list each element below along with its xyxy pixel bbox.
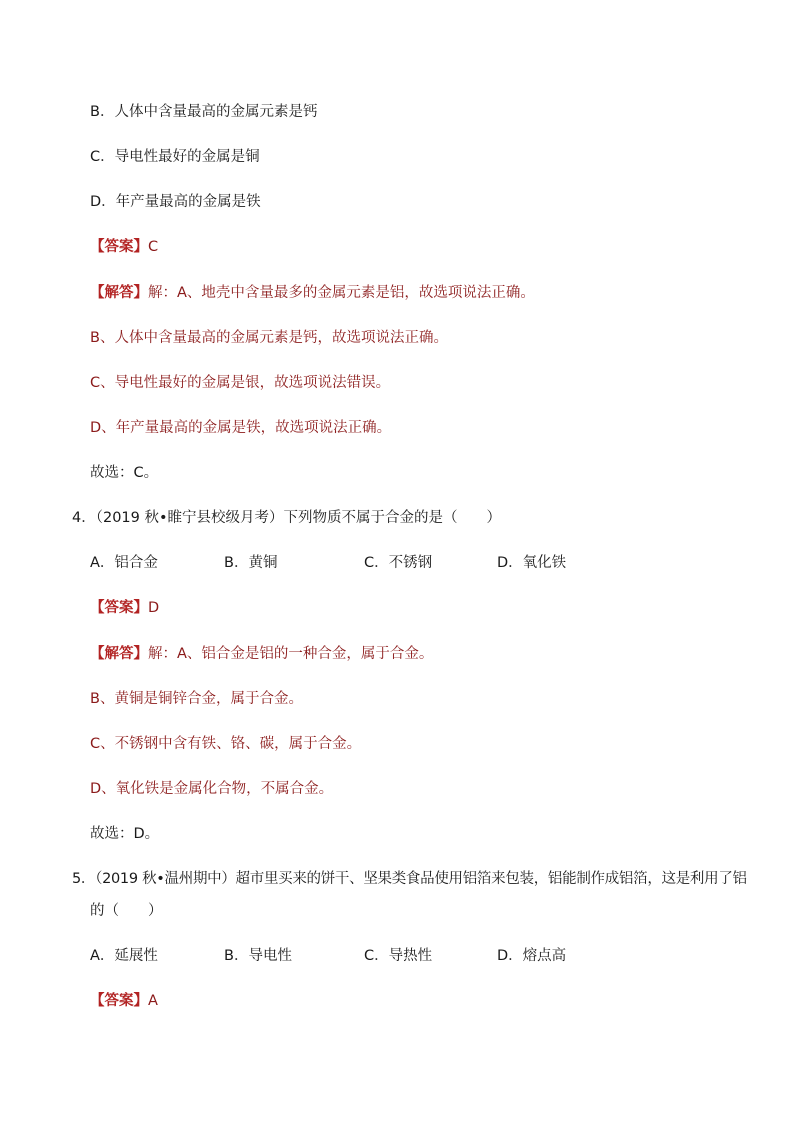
q4-answer (90, 598, 159, 618)
q5-option-a: A．延展性 (90, 948, 158, 964)
q3-analysis-line-4: D、年产量最高的金属是铁，故选项说法正确。 (90, 420, 392, 436)
q5-option-b: B．导电性 (224, 948, 292, 964)
answer-value: C (148, 239, 159, 255)
answer-tag: 【答案】 (90, 993, 148, 1009)
q4-analysis-line-1 (90, 644, 433, 664)
q5-stem-line-2: 的（ ） (90, 903, 163, 919)
q4-conclusion: 故选：D。 (90, 826, 160, 842)
q5-answer (90, 991, 158, 1011)
q3-analysis-line-1 (90, 283, 535, 303)
analysis-text: 解：A、铝合金是铝的一种合金，属于合金。 (148, 646, 434, 662)
q4-option-a: A．铝合金 (90, 555, 158, 571)
q4-option-b: B．黄铜 (224, 555, 278, 571)
answer-tag: 【答案】 (90, 600, 148, 616)
q3-option-d: D．年产量最高的金属是铁 (90, 194, 261, 210)
q5-stem-line-1: 5．（2019 秋•温州期中）超市里买来的饼干、坚果类食品使用铝箔来包装，铝能制作成铝箔，这是利用了铝 (72, 871, 747, 887)
q4-option-d: D．氧化铁 (497, 555, 567, 571)
q3-conclusion: 故选：C。 (90, 465, 159, 481)
q4-option-c: C．不锈钢 (364, 555, 433, 571)
q3-analysis-line-2: B、人体中含量最高的金属元素是钙，故选项说法正确。 (90, 330, 448, 346)
q4-analysis-line-2: B、黄铜是铜锌合金，属于合金。 (90, 691, 303, 707)
analysis-tag: 【解答】 (90, 646, 148, 662)
q4-analysis-line-3: C、不锈钢中含有铁、铬、碳，属于合金。 (90, 736, 362, 752)
analysis-tag: 【解答】 (90, 285, 148, 301)
q5-option-c: C．导热性 (364, 948, 433, 964)
q5-option-d: D．熔点高 (497, 948, 567, 964)
answer-value: A (148, 993, 158, 1009)
q4-analysis-line-4: D、氧化铁是金属化合物，不属合金。 (90, 781, 334, 797)
q3-answer (90, 237, 158, 257)
q3-option-b: B．人体中含量最高的金属元素是钙 (90, 104, 318, 120)
q4-stem: 4．（2019 秋•睢宁县校级月考）下列物质不属于合金的是（ ） (72, 510, 502, 526)
answer-tag: 【答案】 (90, 239, 148, 255)
q3-analysis-line-3: C、导电性最好的金属是银，故选项说法错误。 (90, 375, 391, 391)
q3-option-c: C．导电性最好的金属是铜 (90, 149, 260, 165)
analysis-text: 解：A、地壳中含量最多的金属元素是铝，故选项说法正确。 (148, 285, 535, 301)
answer-value: D (148, 600, 160, 616)
